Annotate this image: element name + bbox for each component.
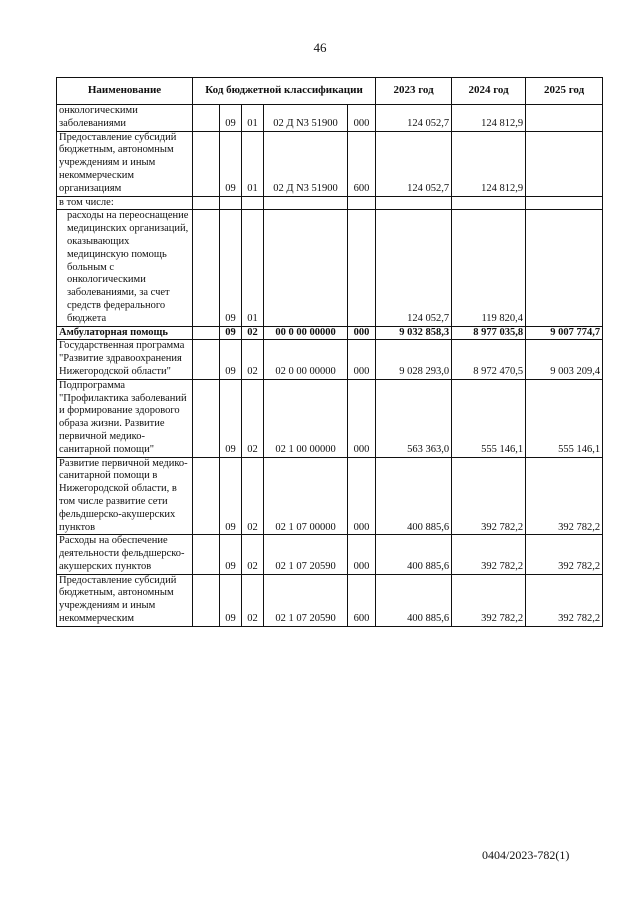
row-2024: 392 782,2 [452,535,526,574]
row-subsection: 01 [242,105,264,132]
row-2024: 119 820,4 [452,210,526,326]
table-row [57,131,603,196]
row-2024: 124 812,9 [452,105,526,132]
row-expense-type: 000 [348,535,376,574]
row-subsection: 02 [242,326,264,340]
header-2024: 2024 год [452,78,526,105]
table-row [57,457,603,535]
row-target [264,210,348,326]
row-2024 [452,196,526,210]
budget-table [56,77,603,627]
table-row [57,196,603,210]
row-2023: 400 885,6 [376,535,452,574]
row-2025: 9 003 209,4 [526,340,603,379]
row-chapter: 09 [220,457,242,535]
header-2025: 2025 год [526,78,603,105]
row-subsection: 02 [242,457,264,535]
row-2023: 124 052,7 [376,210,452,326]
row-2025 [526,131,603,196]
row-expense-type: 000 [348,105,376,132]
row-name: Расходы на обеспечение деятельности фельдшерско-акушерских пунктов [57,535,193,574]
row-2025: 392 782,2 [526,535,603,574]
row-2024: 8 977 035,8 [452,326,526,340]
row-target [264,196,348,210]
row-2024: 124 812,9 [452,131,526,196]
row-2023: 400 885,6 [376,574,452,626]
row-name: Предоставление субсидий бюджетным, автономным учреждениям и иным некоммерческим организациям [57,131,193,196]
table-row [57,574,603,626]
header-name: Наименование [57,78,193,105]
document-code: 0404/2023-782(1) [482,848,570,862]
row-2024: 8 972 470,5 [452,340,526,379]
row-subsection: 01 [242,210,264,326]
row-target: 02 1 07 20590 [264,535,348,574]
row-expense-type: 000 [348,457,376,535]
row-2023: 9 032 858,3 [376,326,452,340]
row-expense-type: 600 [348,574,376,626]
table-header [57,78,603,105]
table-row [57,340,603,379]
row-name: Амбулаторная помощь [57,326,193,340]
row-subsection: 01 [242,131,264,196]
row-2025: 9 007 774,7 [526,326,603,340]
row-target: 02 0 00 00000 [264,340,348,379]
row-expense-type: 000 [348,379,376,457]
row-name: Государственная программа "Развитие здравоохранения Нижегородской области" [57,340,193,379]
row-subsection: 02 [242,574,264,626]
row-chapter: 09 [220,340,242,379]
row-subsection: 02 [242,379,264,457]
row-name: Развитие первичной медико-санитарной помощи в Нижегородской области, в том числе развитие сети фельдшерско-акушерских пунктов [57,457,193,535]
row-chapter: 09 [220,535,242,574]
row-name: расходы на переоснащение медицинских организаций, оказывающих медицинскую помощь больным с онкологическими заболеваниями, за счет средств федерального бюджета [57,210,193,326]
row-subsection: 02 [242,535,264,574]
row-target: 02 1 07 00000 [264,457,348,535]
row-chapter: 09 [220,574,242,626]
row-2024: 555 146,1 [452,379,526,457]
row-2023 [376,196,452,210]
row-target: 02 Д N3 51900 [264,105,348,132]
row-2025: 555 146,1 [526,379,603,457]
row-expense-type [348,210,376,326]
row-name: Подпрограмма "Профилактика заболеваний и формирование здорового образа жизни. Развитие первичной медико-санитарной помощи" [57,379,193,457]
row-expense-type: 000 [348,326,376,340]
row-expense-type: 000 [348,340,376,379]
row-target: 02 Д N3 51900 [264,131,348,196]
table-row [57,210,603,326]
table-row [57,379,603,457]
row-2023: 124 052,7 [376,105,452,132]
row-2024: 392 782,2 [452,457,526,535]
header-2023: 2023 год [376,78,452,105]
row-expense-type: 600 [348,131,376,196]
row-chapter [220,196,242,210]
table-row [57,105,603,132]
table-row [57,326,603,340]
row-chapter: 09 [220,210,242,326]
table-row [57,535,603,574]
row-name: в том числе: [57,196,193,210]
row-2025 [526,196,603,210]
row-2023: 563 363,0 [376,379,452,457]
row-target: 00 0 00 00000 [264,326,348,340]
row-target: 02 1 00 00000 [264,379,348,457]
row-subsection: 02 [242,340,264,379]
header-code: Код бюджетной классификации [193,78,376,105]
row-2023: 9 028 293,0 [376,340,452,379]
row-name: Предоставление субсидий бюджетным, автономным учреждениям и иным некоммерческим [57,574,193,626]
page-number: 46 [313,40,327,55]
row-subsection [242,196,264,210]
row-chapter: 09 [220,379,242,457]
row-2025: 392 782,2 [526,457,603,535]
row-chapter: 09 [220,326,242,340]
row-chapter: 09 [220,105,242,132]
row-2025 [526,210,603,326]
row-2025 [526,105,603,132]
row-name: онкологическими заболеваниями [57,105,193,132]
row-2023: 400 885,6 [376,457,452,535]
row-2023: 124 052,7 [376,131,452,196]
row-2024: 392 782,2 [452,574,526,626]
row-chapter: 09 [220,131,242,196]
row-expense-type [348,196,376,210]
row-target: 02 1 07 20590 [264,574,348,626]
row-2025: 392 782,2 [526,574,603,626]
